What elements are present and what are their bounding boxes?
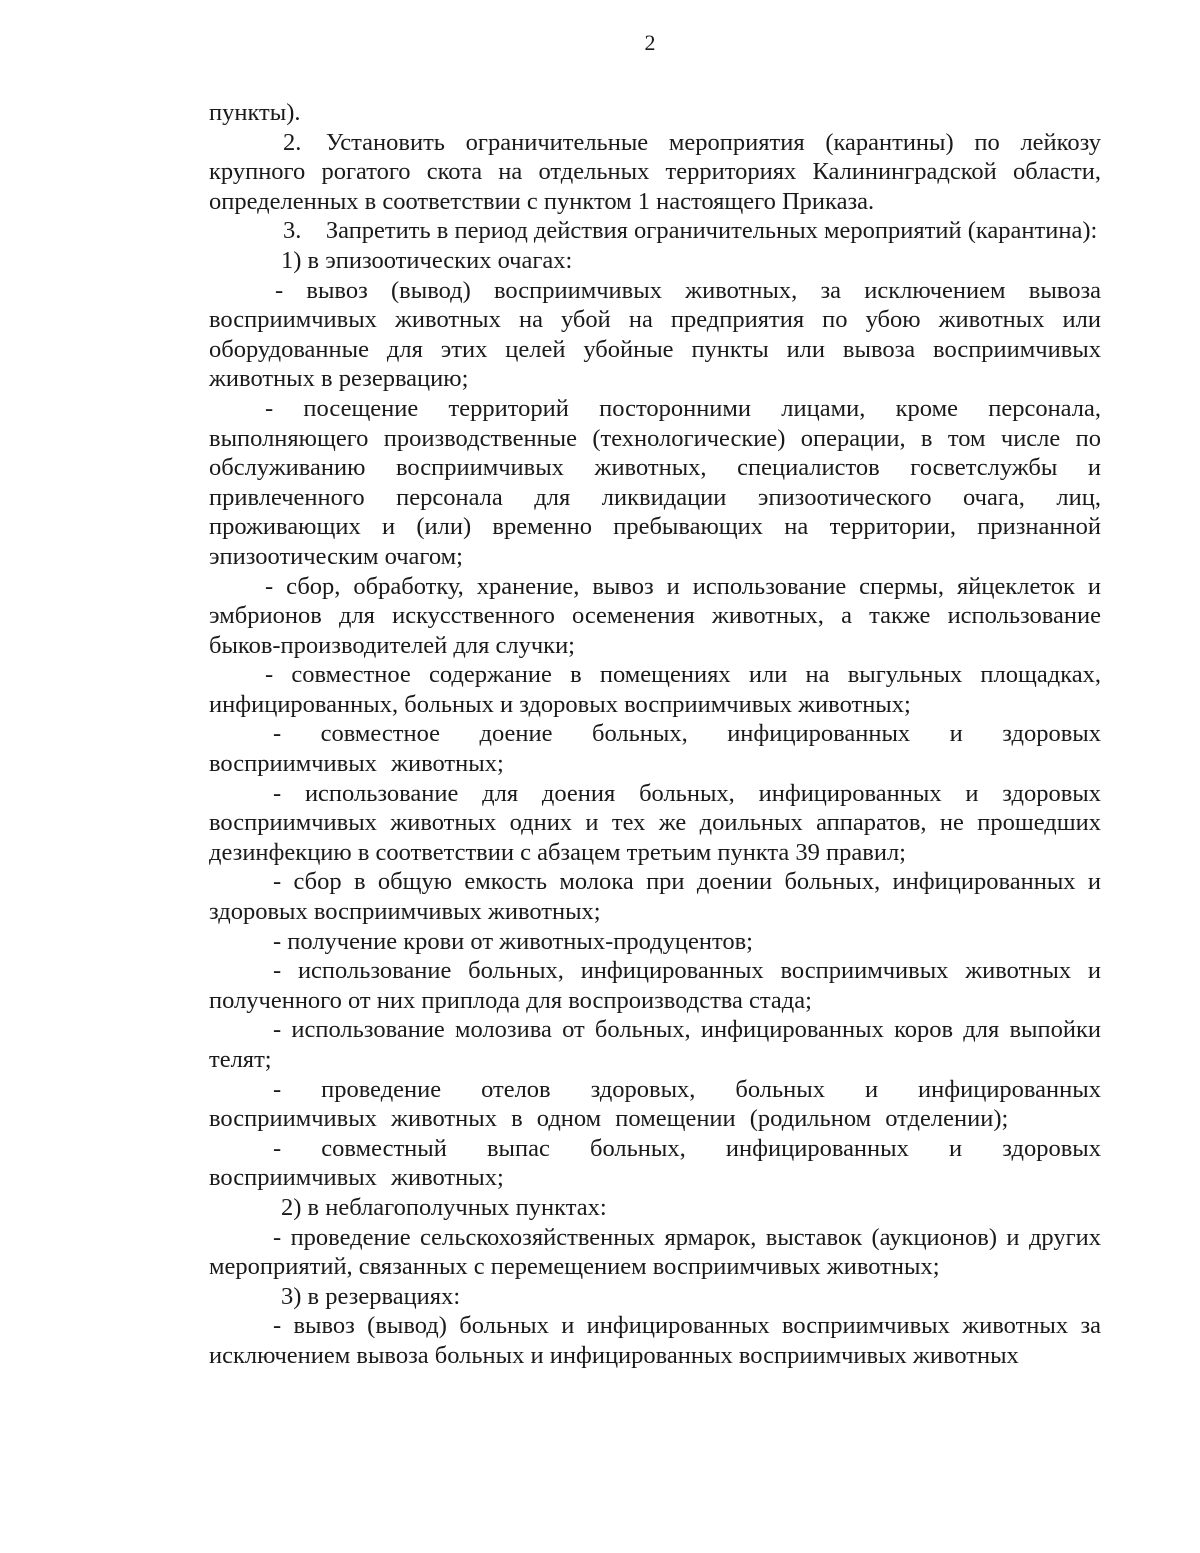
list-item: - использование для доения больных, инфицированных и здоровых восприимчивых животных одних и тех же доильных аппаратов, не прошедших дезинфекцию в соответствии с абзацем третьим пункта 39 правил;	[209, 779, 1101, 866]
paragraph-item-2: 2. Установить ограничительные мероприятия (карантины) по лейкозу крупного рогатого скота на отдельных территориях Калининградской области, определенных в соответствии с пунктом 1 настоящего Приказа.	[209, 128, 1101, 215]
list-item: - сбор, обработку, хранение, вывоз и использование спермы, яйцеклеток и эмбрионов для искусственного осеменения животных, а также использование быков-производителей для случки;	[209, 572, 1101, 659]
list-item: - получение крови от животных-продуцентов;	[273, 927, 753, 955]
list-item: - вывоз (вывод) восприимчивых животных, за исключением вывоза восприимчивых животных на убой на предприятия по убою животных или оборудованные для этих целей убойные пункты или вывоза восприимчивых животных в резервацию;	[209, 276, 1101, 393]
paragraph-item-3: 3. Запретить в период действия ограничительных мероприятий (карантина):	[283, 217, 1098, 245]
list-item: - совместное содержание в помещениях или на выгульных площадках, инфицированных, больных и здоровых восприимчивых животных;	[209, 661, 1101, 718]
list-item: - сбор в общую емкость молока при доении больных, инфицированных и здоровых восприимчивых животных;	[209, 868, 1101, 926]
subitem-3: 3) в резервациях:	[281, 1282, 461, 1310]
list-item: - совместное доение больных, инфицированных и здоровых восприимчивых животных;	[209, 720, 1101, 778]
page-number: 2	[644, 30, 656, 55]
subitem-2: 2) в неблагополучных пунктах:	[281, 1193, 607, 1221]
list-item: - использование больных, инфицированных восприимчивых животных и полученного от них приплода для воспроизводства стада;	[209, 957, 1101, 1014]
list-item: - проведение сельскохозяйственных ярмарок, выставок (аукционов) и других мероприятий, связанных с перемещением восприимчивых животных;	[209, 1223, 1101, 1281]
list-item: - посещение территорий посторонними лицами, кроме персонала, выполняющего производственные (технологические) операции, в том числе по обслуживанию восприимчивых животных, специалистов госветслужбы и привлеченного персонала для ликвидации эпизоотического очага, лиц, проживающих и (или) временно пребывающих на территории, признанной эпизоотическим очагом;	[209, 394, 1101, 570]
list-item: - использование молозива от больных, инфицированных коров для выпойки телят;	[209, 1016, 1101, 1073]
document-body	[209, 98, 1101, 1371]
list-item: - вывоз (вывод) больных и инфицированных восприимчивых животных за исключением вывоза больных и инфицированных восприимчивых животных	[209, 1312, 1101, 1369]
paragraph-continuation: пункты).	[209, 99, 301, 126]
subitem-1: 1) в эпизоотических очагах:	[281, 246, 573, 274]
list-item: - совместный выпас больных, инфицированных и здоровых восприимчивых животных;	[209, 1134, 1101, 1192]
list-item: - проведение отелов здоровых, больных и инфицированных восприимчивых животных в одном помещении (родильном отделении);	[209, 1075, 1101, 1133]
